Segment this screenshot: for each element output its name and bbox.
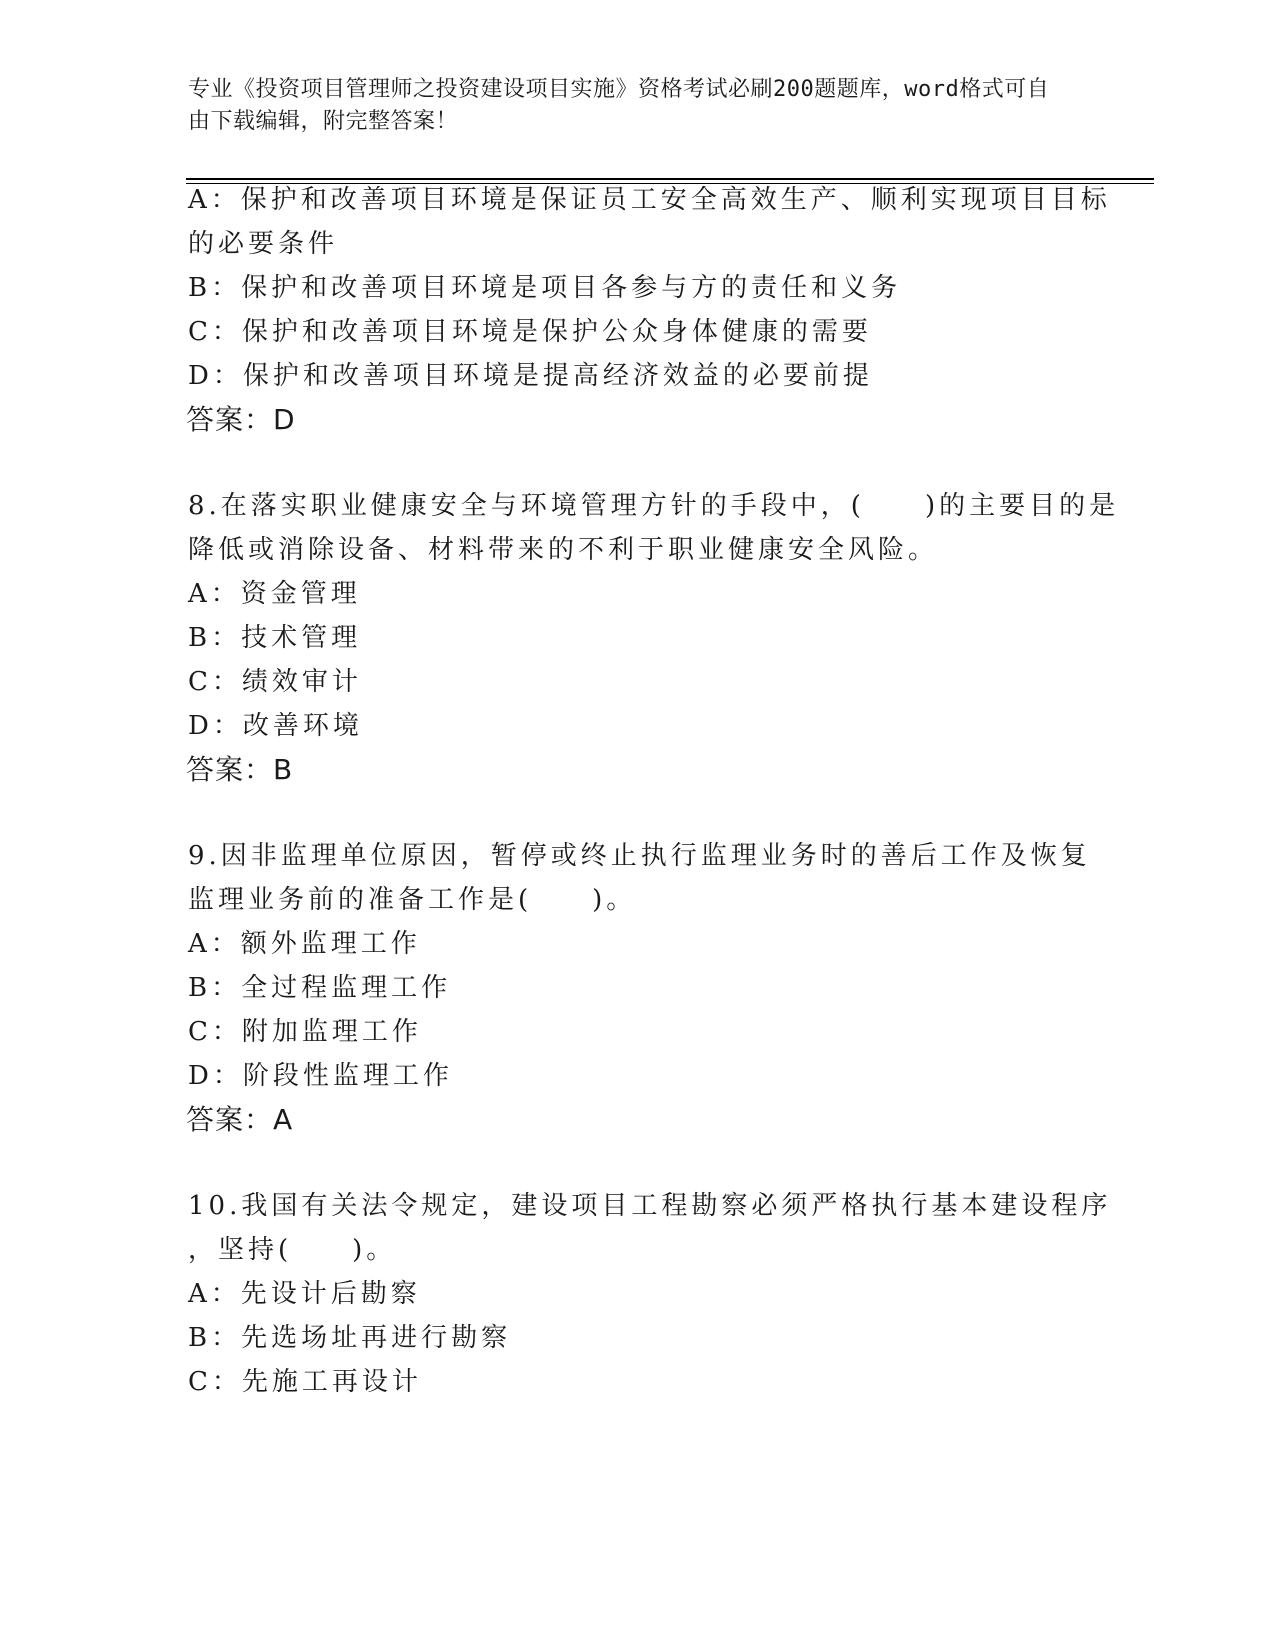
answer: 答案：A [186, 1103, 294, 1136]
option-c: C：先施工再设计 [188, 1367, 422, 1397]
question-stem-line-2: ，坚持( )。 [188, 1235, 397, 1265]
option-c: C：绩效审计 [188, 667, 362, 697]
option-b: B：先选场址再进行勘察 [188, 1323, 512, 1353]
option-d: D：保护和改善项目环境是提高经济效益的必要前提 [188, 361, 873, 391]
option-c: C：保护和改善项目环境是保护公众身体健康的需要 [188, 317, 872, 347]
document-header: 专业《投资项目管理师之投资建设项目实施》资格考试必刷200题题库，word格式可自由下载编辑，附完整答案！ [188, 77, 1050, 134]
option-d: D：改善环境 [188, 711, 363, 741]
question-stem-line-1: 9.因非监理单位原因，暂停或终止执行监理业务时的善后工作及恢复 [188, 841, 1091, 871]
option-a-line-1: A：保护和改善项目环境是保证员工安全高效生产、顺利实现项目目标 [188, 185, 1111, 215]
option-a: A：先设计后勘察 [188, 1279, 421, 1309]
option-a: A：额外监理工作 [188, 929, 421, 959]
option-c: C：附加监理工作 [188, 1017, 422, 1047]
question-stem-line-2: 监理业务前的准备工作是( )。 [188, 885, 637, 915]
option-d: D：阶段性监理工作 [188, 1061, 453, 1091]
option-a-line-2: 的必要条件 [188, 229, 339, 259]
question-stem-line-2: 降低或消除设备、材料带来的不利于职业健康安全风险。 [188, 535, 939, 565]
answer: 答案：D [186, 403, 296, 436]
answer: 答案：B [186, 753, 294, 786]
option-b: B：保护和改善项目环境是项目各参与方的责任和义务 [188, 273, 902, 303]
question-stem-line-1: 10.我国有关法令规定，建设项目工程勘察必须严格执行基本建设程序 [188, 1191, 1112, 1221]
option-b: B：技术管理 [188, 623, 362, 653]
option-b: B：全过程监理工作 [188, 973, 452, 1003]
option-a: A：资金管理 [188, 579, 361, 609]
question-stem-line-1: 8.在落实职业健康安全与环境管理方针的手段中，( )的主要目的是 [188, 491, 1120, 521]
